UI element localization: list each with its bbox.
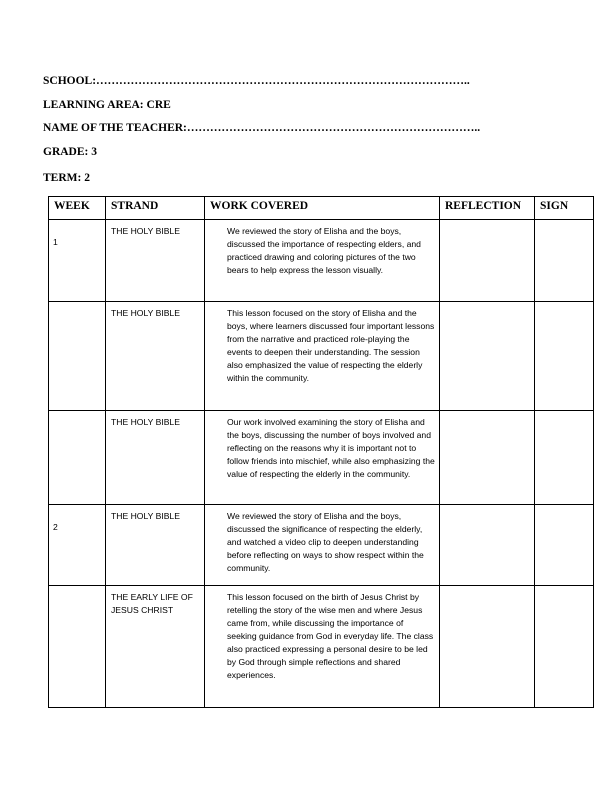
reflection-cell — [440, 302, 535, 411]
week-cell — [49, 302, 106, 411]
school-field: SCHOOL:…………………………………………………………………………………….. — [43, 75, 470, 87]
sign-cell — [535, 302, 594, 411]
table-row — [49, 302, 594, 411]
record-of-work-table — [48, 196, 594, 708]
work-covered-cell: We reviewed the story of Elisha and the boys, discussed the importance of respecting elders, and practiced drawing and coloring pictures of the two bears to help express the lesson visually. — [205, 220, 440, 302]
table-header-row — [49, 197, 594, 220]
week-cell: 2 — [49, 505, 106, 586]
grade: GRADE: 3 — [43, 146, 97, 158]
strand-cell: THE HOLY BIBLE — [106, 220, 205, 302]
teacher-name-field: NAME OF THE TEACHER:………………………………………………………………….. — [43, 122, 481, 134]
strand-cell: THE EARLY LIFE OF JESUS CHRIST — [106, 586, 205, 708]
reflection-cell — [440, 586, 535, 708]
col-strand-header: STRAND — [106, 197, 205, 220]
sign-cell — [535, 586, 594, 708]
week-cell — [49, 411, 106, 505]
table-row — [49, 586, 594, 708]
week-cell — [49, 586, 106, 708]
learning-area: LEARNING AREA: CRE — [43, 99, 171, 111]
reflection-cell — [440, 411, 535, 505]
term: TERM: 2 — [43, 172, 90, 184]
col-week-header: WEEK — [49, 197, 106, 220]
table-row — [49, 220, 594, 302]
sign-cell — [535, 220, 594, 302]
work-covered-cell: This lesson focused on the story of Elisha and the boys, where learners discussed four important lessons from the narrative and practiced role-playing the events to deepen their understanding. The session also emphasized the value of respecting the elderly within the community. — [205, 302, 440, 411]
table-row — [49, 411, 594, 505]
week-cell: 1 — [49, 220, 106, 302]
work-covered-cell: This lesson focused on the birth of Jesus Christ by retelling the story of the wise men and where Jesus came from, while discussing the importance of seeking guidance from God in everyday life. The class also practiced expressing a personal desire to be led by God through simple reflections and shared experiences. — [205, 586, 440, 708]
strand-cell: THE HOLY BIBLE — [106, 505, 205, 586]
table-row — [49, 505, 594, 586]
strand-cell: THE HOLY BIBLE — [106, 411, 205, 505]
col-sign-header: SIGN — [535, 197, 594, 220]
sign-cell — [535, 505, 594, 586]
strand-cell: THE HOLY BIBLE — [106, 302, 205, 411]
work-covered-cell: Our work involved examining the story of Elisha and the boys, discussing the number of boys involved and reflecting on the reasons why it is important not to follow friends into mischief, while also emphasizing the value of respecting the elderly in the community. — [205, 411, 440, 505]
reflection-cell — [440, 220, 535, 302]
col-work-covered-header: WORK COVERED — [205, 197, 440, 220]
reflection-cell — [440, 505, 535, 586]
work-covered-cell: We reviewed the story of Elisha and the boys, discussed the significance of respecting the elderly, and watched a video clip to deepen understanding before reflecting on ways to show respect within the community. — [205, 505, 440, 586]
sign-cell — [535, 411, 594, 505]
col-reflection-header: REFLECTION — [440, 197, 535, 220]
